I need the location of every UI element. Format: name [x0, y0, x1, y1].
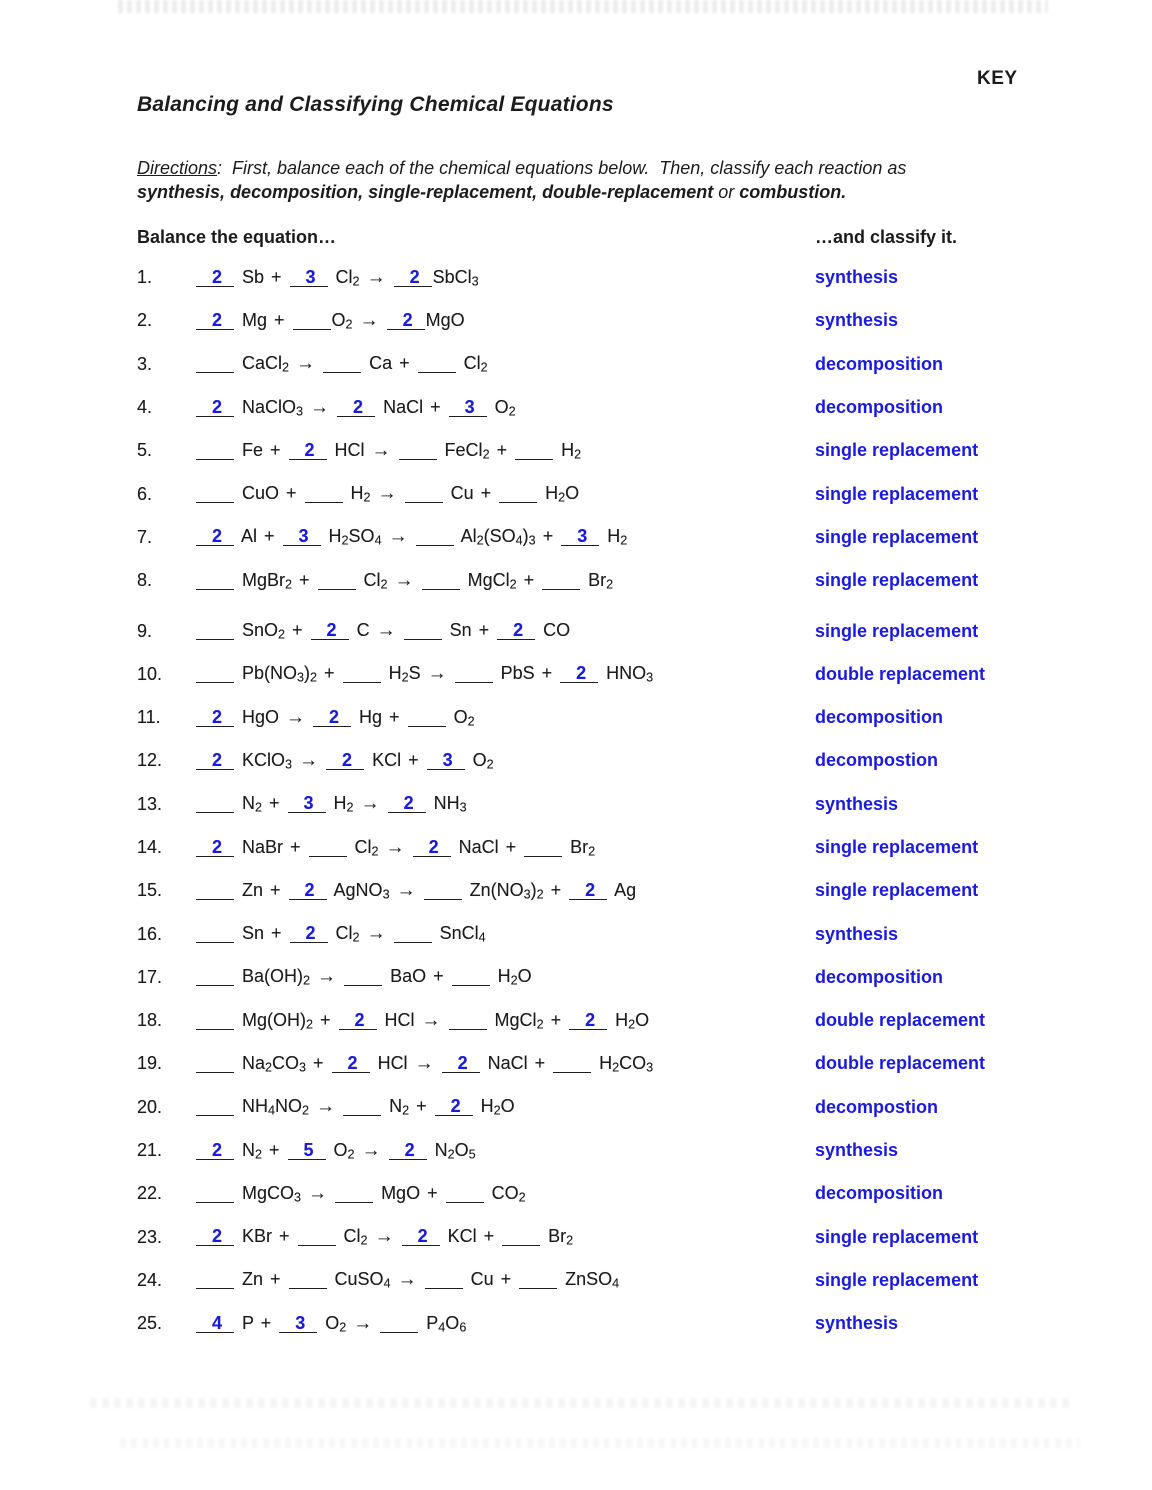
answer-blank-empty: [304, 499, 344, 503]
chemical-equation: CaCl$_2$ → $Ca + Cl_2$: [195, 353, 815, 375]
chemical-equation: 2 Sb + 3 $Cl_2 \to 2$ SbCl$_3$: [195, 267, 815, 289]
answer-blank-filled: [287, 794, 327, 812]
chemical-equation: Zn + 2 AgNO$_3$ → $Zn(NO_3)_2 + 2$ Ag: [195, 880, 815, 902]
answer-blank-empty: [424, 1285, 464, 1289]
right-arrow-icon: →: [374, 1226, 394, 1248]
coefficient-answer: 2: [450, 1096, 461, 1117]
chemical-equation: 2 $Mg + O_2 \to 2$ MgO: [195, 310, 815, 332]
right-arrow-icon: →: [361, 1139, 381, 1161]
coefficient-answer: 2: [417, 1226, 428, 1247]
coefficient-answer: 2: [404, 1139, 415, 1160]
coefficient-answer: 2: [211, 1226, 222, 1247]
answer-blank-empty: [195, 939, 235, 943]
equation-row: [137, 653, 1147, 696]
right-arrow-icon: →: [353, 1312, 373, 1334]
coefficient-answer: 2: [347, 1052, 358, 1073]
coefficient-answer: 2: [402, 309, 413, 330]
coefficient-answer: 2: [305, 923, 316, 944]
coefficient-answer: 2: [304, 439, 315, 460]
classification-answer: single replacement: [815, 880, 979, 901]
chemical-equation: 2 $N_2 + 5$ $O_2 \to 2$ $N_2O_5$: [195, 1140, 815, 1162]
answer-blank-empty: [195, 456, 235, 460]
column-header-balance: Balance the equation…: [137, 227, 337, 247]
coefficient-answer: 2: [342, 749, 353, 770]
classification-answer: single replacement: [815, 570, 979, 591]
equation-row: [137, 1129, 1147, 1172]
item-number: 1.: [137, 267, 153, 288]
right-arrow-icon: →: [388, 526, 408, 548]
answer-blank-empty: [448, 1026, 488, 1030]
chemical-equation: MgBr$_2$ + $Cl_2$ → MgCl$_2$ + $Br_2$: [195, 570, 815, 592]
item-number: 24.: [137, 1269, 163, 1290]
item-number: 14.: [137, 837, 163, 857]
item-number: 9.: [137, 620, 153, 641]
chemical-equation: Zn + CuSO$_4$ → Cu + ZnSO$_4$: [195, 1269, 815, 1291]
right-arrow-icon: →: [308, 1182, 328, 1204]
answer-blank-filled: [288, 881, 328, 899]
coefficient-answer: 2: [457, 1052, 468, 1073]
answer-blank-empty: [195, 499, 235, 503]
answer-blank-filled: [278, 1314, 318, 1332]
answer-blank-filled: [386, 311, 426, 329]
scan-artifact: [90, 1398, 1070, 1408]
coefficient-answer: 3: [295, 1312, 306, 1333]
answer-blank-filled: [288, 441, 328, 459]
answer-blank-empty: [317, 586, 357, 590]
answer-blank-empty: [398, 456, 438, 460]
answer-blank-empty: [498, 499, 538, 503]
right-arrow-icon: →: [385, 836, 405, 858]
classification-answer: single replacement: [815, 440, 979, 461]
item-number: 16.: [137, 923, 163, 944]
answer-blank-empty: [297, 1242, 337, 1246]
item-number: 6.: [137, 483, 153, 504]
answer-key-label: KEY: [977, 68, 1018, 89]
coefficient-answer: 2: [428, 836, 439, 857]
chemical-equation: $Na_2CO_3 + 2$ HCl → 2 NaCl + $H_2CO_3$: [195, 1053, 815, 1075]
classification-answer: double replacement: [815, 663, 986, 684]
item-number: 21.: [137, 1140, 163, 1161]
right-arrow-icon: →: [310, 396, 330, 418]
classification-answer: single replacement: [815, 483, 979, 504]
chemical-equation: Fe + 2 HCl → FeCl$_2$ + $H_2$: [195, 440, 815, 462]
directions: [137, 156, 977, 204]
answer-blank-filled: [195, 1314, 235, 1332]
answer-blank-empty: [379, 1329, 419, 1333]
equation-row: [137, 999, 1147, 1042]
right-arrow-icon: →: [360, 793, 380, 815]
coefficient-answer: 3: [577, 526, 588, 547]
answer-blank-empty: [195, 636, 235, 640]
coefficient-answer: 3: [298, 526, 309, 547]
classification-answer: decompostion: [815, 750, 939, 771]
answer-blank-filled: [289, 924, 329, 942]
right-arrow-icon: →: [359, 309, 379, 331]
answer-blank-empty: [523, 853, 563, 857]
answer-blank-empty: [393, 939, 433, 943]
classification-answer: decomposition: [815, 707, 944, 728]
equation-row: [137, 472, 1147, 515]
classification-answer: single replacement: [815, 1226, 979, 1247]
answer-blank-empty: [195, 982, 235, 986]
answer-blank-empty: [421, 586, 461, 590]
column-header-classify: …and classify it.: [815, 227, 958, 247]
item-number: 20.: [137, 1096, 163, 1117]
equation-row: [137, 1216, 1147, 1259]
answer-blank-filled: [195, 838, 235, 856]
classification-answer: synthesis: [815, 1140, 899, 1161]
classification-answer: decomposition: [815, 1183, 944, 1204]
answer-blank-empty: [195, 1069, 235, 1073]
answer-blank-empty: [343, 982, 383, 986]
answer-blank-empty: [195, 1199, 235, 1203]
chemical-equation: 2 KBr + $Cl_2 \to 2$ KCl + $Br_2$: [195, 1226, 815, 1248]
item-number: 18.: [137, 1010, 163, 1031]
answer-blank-filled: [195, 268, 235, 286]
item-number: 2.: [137, 310, 153, 331]
right-arrow-icon: →: [396, 879, 416, 901]
item-number: 10.: [137, 663, 163, 684]
classification-answer: synthesis: [815, 310, 899, 331]
answer-blank-empty: [415, 542, 455, 546]
equation-row: [137, 783, 1147, 826]
chemical-equation: CuO + $H_2 \to Cu + H_2O$: [195, 483, 815, 505]
coefficient-answer: 3: [305, 266, 316, 287]
right-arrow-icon: →: [414, 1052, 434, 1074]
answer-blank-empty: [195, 1285, 235, 1289]
answer-blank-filled: [559, 664, 599, 682]
answer-blank-filled: [195, 1141, 235, 1159]
equation-row: [137, 1172, 1147, 1215]
right-arrow-icon: →: [366, 923, 386, 945]
answer-blank-empty: [288, 1285, 328, 1289]
equation-row: [137, 609, 1147, 652]
scan-artifact: [118, 0, 1048, 13]
equation-row: [137, 429, 1147, 472]
answer-blank-empty: [195, 896, 235, 900]
coefficient-answer: 2: [211, 749, 222, 770]
coefficient-answer: 2: [211, 706, 222, 727]
answer-blank-empty: [407, 723, 447, 727]
chemical-equation: Sn + 2 $Cl_2$ → SnCl$_4$: [195, 923, 815, 945]
answer-blank-filled: [568, 1011, 608, 1029]
equation-row: [137, 1042, 1147, 1085]
directions-reaction-types: synthesis, decomposition, single-replacement, double-replacement or combustion.: [137, 182, 847, 202]
right-arrow-icon: →: [394, 569, 414, 591]
chemical-equation: 2 Al + 3 $H_2SO_4 \to Al_2(SO_4)_3 + 3$ $H_2$: [195, 526, 815, 548]
item-number: 4.: [137, 397, 153, 418]
answer-blank-filled: [195, 527, 235, 545]
coefficient-answer: 2: [211, 836, 222, 857]
equation-row: [137, 256, 1147, 299]
answer-blank-filled: [282, 527, 322, 545]
directions-label: Directions: [137, 158, 218, 178]
answer-blank-filled: [426, 751, 466, 769]
answer-blank-filled: [441, 1054, 481, 1072]
item-number: 5.: [137, 440, 153, 461]
equation-row: [137, 956, 1147, 999]
coefficient-answer: 5: [303, 1139, 314, 1160]
chemical-equation: 2 HgO → 2 $Hg + O_2$: [195, 707, 815, 729]
answer-blank-filled: [338, 1011, 378, 1029]
coefficient-answer: 2: [304, 879, 315, 900]
coefficient-answer: 2: [326, 620, 337, 641]
right-arrow-icon: →: [317, 966, 337, 988]
answer-blank-empty: [195, 1026, 235, 1030]
right-arrow-icon: →: [427, 663, 447, 685]
classification-answer: synthesis: [815, 923, 899, 944]
classification-answer: single replacement: [815, 837, 979, 857]
equation-row: [137, 386, 1147, 429]
equation-row: [137, 869, 1147, 912]
answer-blank-filled: [496, 621, 536, 639]
answer-blank-filled: [568, 881, 608, 899]
item-number: 23.: [137, 1226, 163, 1247]
right-arrow-icon: →: [421, 1009, 441, 1031]
answer-blank-empty: [541, 586, 581, 590]
classification-answer: decomposition: [815, 966, 944, 987]
chemical-equation: 2 NaClO$_3$ → 2 NaCl + 3 $O_2$: [195, 397, 815, 419]
page-title: Balancing and Classifying Chemical Equations: [137, 93, 614, 116]
equation-row: [137, 343, 1147, 386]
answer-blank-filled: [448, 398, 488, 416]
chemical-equation: $Mg(OH)_2 + 2$ HCl → MgCl$_2$ + 2 $H_2O$: [195, 1010, 815, 1032]
answer-blank-filled: [401, 1227, 441, 1245]
chemical-equation: $Pb(NO_3)_2 + H_2S$ → PbS + 2 $HNO_3$: [195, 663, 815, 685]
column-headers: [137, 227, 957, 248]
answer-blank-filled: [195, 311, 235, 329]
classification-answer: synthesis: [815, 267, 899, 288]
right-arrow-icon: →: [316, 1096, 336, 1118]
right-arrow-icon: →: [371, 439, 391, 461]
answer-blank-empty: [342, 1112, 382, 1116]
answer-blank-filled: [195, 1227, 235, 1245]
right-arrow-icon: →: [397, 1269, 417, 1291]
answer-blank-filled: [289, 268, 329, 286]
item-number: 13.: [137, 793, 163, 814]
answer-blank-empty: [552, 1069, 592, 1073]
item-number: 17.: [137, 966, 163, 987]
answer-blank-filled: [195, 398, 235, 416]
answer-blank-filled: [336, 398, 376, 416]
chemical-equation: SnO$_2$ + 2 C → Sn + 2 CO: [195, 620, 815, 642]
answer-blank-empty: [195, 679, 235, 683]
answer-blank-filled: [325, 751, 365, 769]
answer-blank-empty: [334, 1199, 374, 1203]
coefficient-answer: 2: [576, 663, 587, 684]
answer-blank-empty: [518, 1285, 558, 1289]
right-arrow-icon: →: [376, 620, 396, 642]
classification-answer: synthesis: [815, 1313, 899, 1334]
item-number: 19.: [137, 1053, 163, 1074]
coefficient-answer: 3: [303, 793, 314, 814]
answer-blank-empty: [195, 586, 235, 590]
answer-blank-empty: [445, 1199, 485, 1203]
equation-row: [137, 912, 1147, 955]
answer-blank-filled: [310, 621, 350, 639]
coefficient-answer: 2: [211, 1139, 222, 1160]
classification-answer: single replacement: [815, 526, 979, 547]
answer-blank-empty: [195, 809, 235, 813]
classification-answer: decomposition: [815, 353, 944, 374]
answer-blank-filled: [195, 708, 235, 726]
answer-blank-filled: [434, 1097, 474, 1115]
answer-blank-filled: [387, 794, 427, 812]
right-arrow-icon: →: [296, 353, 316, 375]
chemical-equation: 4 P + 3 $O_2 \to P_4O_6$: [195, 1313, 815, 1335]
coefficient-answer: 3: [442, 749, 453, 770]
classification-answer: double replacement: [815, 1053, 986, 1074]
equation-row: [137, 516, 1147, 559]
answer-blank-empty: [195, 369, 235, 373]
chemical-equation: MgCO$_3$ → MgO + $CO_2$: [195, 1183, 815, 1205]
answer-blank-filled: [195, 751, 235, 769]
equation-row: [137, 299, 1147, 342]
item-number: 25.: [137, 1313, 163, 1334]
equation-list: [137, 256, 1147, 1345]
classification-answer: double replacement: [815, 1010, 986, 1031]
answer-blank-empty: [404, 499, 444, 503]
answer-blank-empty: [423, 896, 463, 900]
chemical-equation: $Ba(OH)_2$ → BaO + $H_2O$: [195, 966, 815, 988]
answer-blank-empty: [292, 326, 332, 330]
equation-row: [137, 1086, 1147, 1129]
coefficient-answer: 2: [211, 309, 222, 330]
item-number: 12.: [137, 750, 163, 771]
right-arrow-icon: →: [377, 483, 397, 505]
answer-blank-empty: [454, 679, 494, 683]
answer-blank-empty: [195, 1112, 235, 1116]
coefficient-answer: 2: [211, 396, 222, 417]
answer-blank-filled: [331, 1054, 371, 1072]
equation-row: [137, 696, 1147, 739]
answer-blank-filled: [287, 1141, 327, 1159]
item-number: 11.: [137, 707, 161, 728]
coefficient-answer: 3: [464, 396, 475, 417]
answer-blank-empty: [514, 456, 554, 460]
item-number: 15.: [137, 880, 163, 901]
directions-intro: : First, balance each of the chemical equations below. Then, classify each reaction as: [217, 158, 907, 178]
coefficient-answer: 4: [211, 1312, 222, 1333]
answer-blank-empty: [403, 636, 443, 640]
classification-answer: single replacement: [815, 620, 979, 641]
item-number: 22.: [137, 1183, 163, 1204]
coefficient-answer: 2: [329, 706, 340, 727]
coefficient-answer: 2: [513, 620, 524, 641]
item-number: 8.: [137, 570, 153, 591]
classification-answer: synthesis: [815, 793, 899, 814]
chemical-equation: 2 KClO$_3$ → 2 KCl + 3 $O_2$: [195, 750, 815, 772]
equation-row: [137, 1302, 1147, 1345]
answer-blank-empty: [342, 679, 382, 683]
coefficient-answer: 2: [211, 526, 222, 547]
answer-blank-filled: [312, 708, 352, 726]
coefficient-answer: 2: [354, 1009, 365, 1030]
equation-row: [137, 559, 1147, 602]
classification-answer: decompostion: [815, 1096, 939, 1117]
item-number: 7.: [137, 526, 153, 547]
equation-row: [137, 826, 1147, 869]
classification-answer: single replacement: [815, 1269, 979, 1290]
item-number: 3.: [137, 353, 153, 374]
classification-answer: decomposition: [815, 397, 944, 418]
answer-blank-filled: [412, 838, 452, 856]
chemical-equation: $NH_4NO_2 \to N_2 + 2$ $H_2O$: [195, 1096, 815, 1118]
answer-blank-empty: [501, 1242, 541, 1246]
coefficient-answer: 2: [353, 396, 364, 417]
answer-blank-filled: [388, 1141, 428, 1159]
coefficient-answer: 2: [585, 879, 596, 900]
coefficient-answer: 2: [409, 266, 420, 287]
right-arrow-icon: →: [299, 749, 319, 771]
answer-blank-empty: [417, 369, 457, 373]
coefficient-answer: 2: [585, 1009, 596, 1030]
answer-blank-filled: [393, 268, 433, 286]
chemical-equation: 2 NaBr + $Cl_2 \to 2$ NaCl + $Br_2$: [195, 837, 815, 859]
right-arrow-icon: →: [366, 266, 386, 288]
equation-row: [137, 739, 1147, 782]
chemical-equation: $N_2 + 3$ $H_2 \to 2$ $NH_3$: [195, 793, 815, 815]
answer-blank-empty: [451, 982, 491, 986]
coefficient-answer: 2: [403, 793, 414, 814]
coefficient-answer: 2: [211, 266, 222, 287]
right-arrow-icon: →: [286, 706, 306, 728]
answer-blank-empty: [308, 853, 348, 857]
answer-blank-empty: [322, 369, 362, 373]
scan-artifact: [120, 1438, 1080, 1448]
answer-blank-filled: [560, 527, 600, 545]
equation-row: [137, 1259, 1147, 1302]
